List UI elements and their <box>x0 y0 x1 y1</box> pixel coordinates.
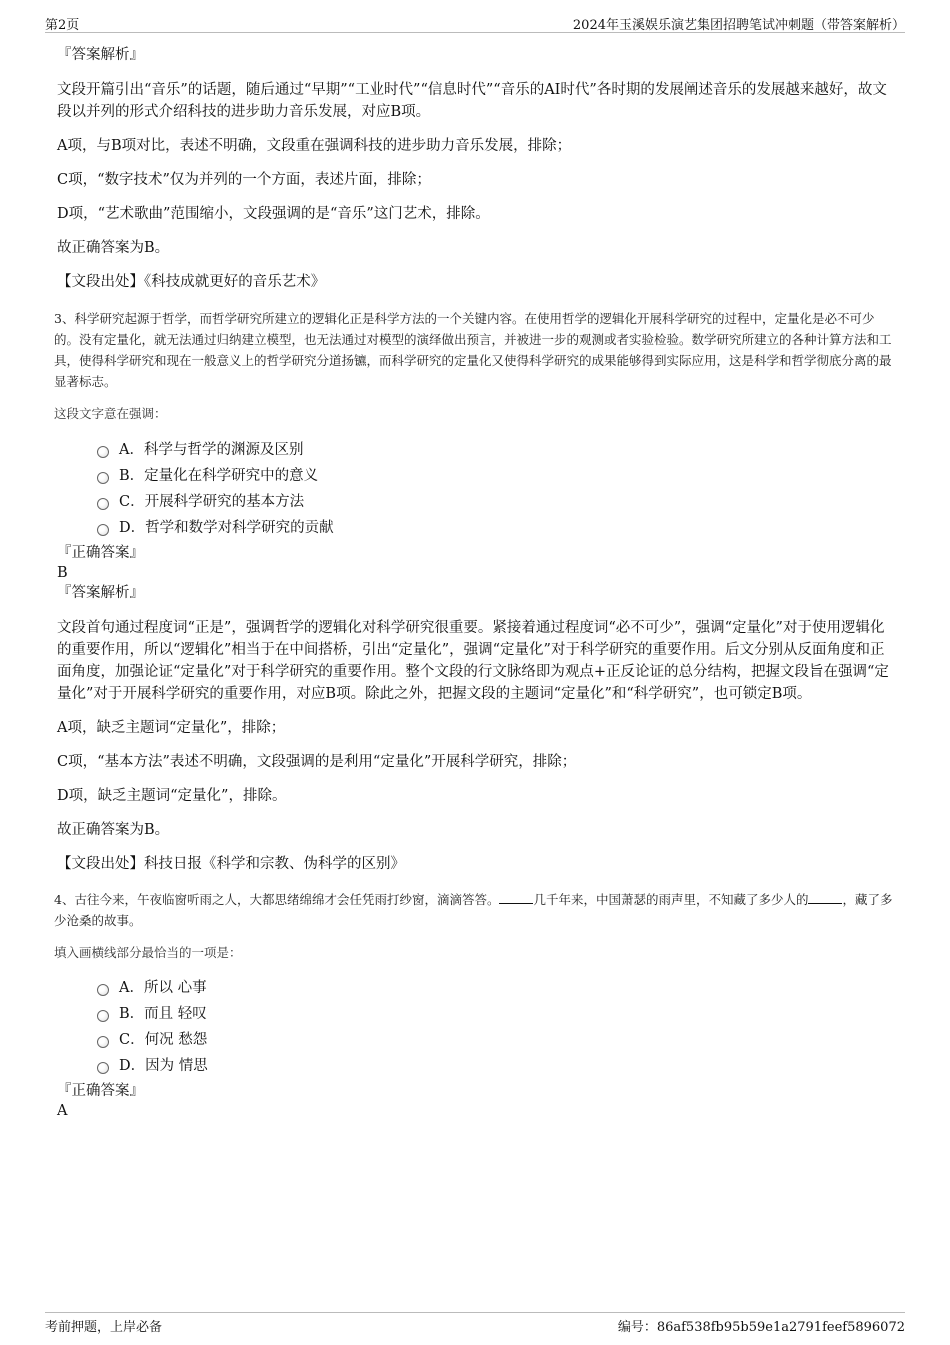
q2-analysis-c: C项，“数字技术”仅为并列的一个方面，表述片面，排除； <box>57 172 431 188</box>
q4-option-a[interactable] <box>97 975 895 1001</box>
radio-icon[interactable] <box>97 1062 109 1074</box>
q3-analysis-label: 『答案解析』 <box>57 584 144 601</box>
q3-answer: B <box>57 564 68 581</box>
option-label: B．而且 轻叹 <box>119 1006 207 1022</box>
radio-icon[interactable] <box>97 498 109 510</box>
q3-analysis-c: C项，“基本方法”表述不明确，文段强调的是利用“定量化”开展科学研究，排除； <box>57 753 577 770</box>
q4-option-c[interactable] <box>97 1027 895 1053</box>
document-id: 编号：86af538fb95b59e1a2791feef5896072 <box>617 1320 905 1335</box>
option-label: A．所以 心事 <box>119 980 207 996</box>
q2-analysis-label: 『答案解析』 <box>57 47 144 63</box>
q4-option-b[interactable] <box>97 1001 895 1027</box>
radio-icon[interactable] <box>97 984 109 996</box>
option-label: C．何况 愁怨 <box>119 1032 208 1048</box>
radio-icon[interactable] <box>97 1036 109 1048</box>
q3-prompt: 这段文字意在强调： <box>54 406 167 421</box>
q3-conclusion: 故正确答案为B。 <box>57 821 170 838</box>
radio-icon[interactable] <box>97 1010 109 1022</box>
page-content <box>54 45 895 1121</box>
q4-stem-part3: ，藏了多少沧桑的故事。 <box>54 891 893 928</box>
option-label: A．科学与哲学的渊源及区别 <box>119 441 304 458</box>
q3-option-c[interactable] <box>97 489 895 515</box>
q4-option-d[interactable] <box>97 1053 895 1079</box>
q4-options <box>57 975 895 1079</box>
q2-source: 【文段出处】《科技成就更好的音乐艺术》 <box>57 274 326 290</box>
q3-options <box>57 437 895 541</box>
q3-answer-label: 『正确答案』 <box>57 544 144 561</box>
q4-prompt: 填入画横线部分最恰当的一项是： <box>54 944 242 960</box>
page-header <box>45 12 905 33</box>
q3-analysis-paragraph: 文段首句通过程度词“正是”，强调哲学的逻辑化对科学研究很重要。紧接着通过程度词“必不可少”，强调“定量化”对于使用逻辑化的重要作用，所以“逻辑化”相当于在中间搭桥，引出“定量化”，强调“定量化”对于科学研究的重要作用。后文分别从反面角度和正面角度，加强论证“定量化”对于科学研究的重要作用。整个文段的行文脉络即为观点+正反论证的总分结构，把握文段旨在强调“定量化”对于开展科学研究的重要作用，对应B项。除此之外，把握文段的主题词“定量化”和“科学研究”，也可锁定B项。 <box>57 619 889 702</box>
footer-slogan: 考前押题，上岸必备 <box>45 1320 163 1335</box>
page-footer <box>45 1312 905 1335</box>
q4-stem-part1: 4、古往今来，午夜临窗听雨之人，大都思绪绵绵才会任凭雨打纱窗，滴滴答答。 <box>54 891 500 907</box>
document-title: 2024年玉溪娱乐演艺集团招聘笔试冲刺题（带答案解析） <box>572 18 905 33</box>
q2-analysis-d: D项，“艺术歌曲”范围缩小，文段强调的是“音乐”这门艺术，排除。 <box>57 206 490 222</box>
q3-analysis-a: A项，缺乏主题词“定量化”，排除； <box>57 719 286 736</box>
q3-analysis-d: D项，缺乏主题词“定量化”，排除。 <box>57 787 287 804</box>
q3-option-d[interactable] <box>97 515 895 541</box>
page-number: 第2页 <box>45 18 80 33</box>
option-label: C．开展科学研究的基本方法 <box>119 493 305 510</box>
q3-stem: 3、科学研究起源于哲学，而哲学研究所建立的逻辑化正是科学方法的一个关键内容。在使用哲学的逻辑化开展科学研究的过程中，定量化是必不可少的。没有定量化，就无法通过归纳建立模型，也无法通过对模型的演绎做出预言，并被进一步的观测或者实验检验。数学研究所建立的各种计算方法和工具，使得科学研究和现在一般意义上的哲学研究分道扬镳，而科学研究的定量化又使得科学研究的成果能够得到实际应用，这是科学和哲学彻底分离的最显著标志。 <box>54 311 892 389</box>
q3-source: 【文段出处】科技日报《科学和宗教、伪科学的区别》 <box>57 855 405 872</box>
q4-stem-part2: 几千年来，中国萧瑟的雨声里，不知藏了多少人的 <box>533 891 809 907</box>
q2-analysis-paragraph: 文段开篇引出“音乐”的话题，随后通过“早期”“工业时代”“信息时代”“音乐的AI时代”各时期的发展阐述音乐的发展越来越好，故文段以并列的形式介绍科技的进步助力音乐发展，对应B项。 <box>57 82 887 120</box>
q2-conclusion: 故正确答案为B。 <box>57 240 170 256</box>
option-label: D．哲学和数学对科学研究的贡献 <box>119 519 334 536</box>
q2-analysis-a: A项，与B项对比，表述不明确，文段重在强调科技的进步助力音乐发展，排除； <box>57 138 572 154</box>
q4-answer-label: 『正确答案』 <box>57 1083 144 1099</box>
q4-blank-2 <box>808 891 842 904</box>
q4-blank-1 <box>499 891 533 904</box>
option-label: B．定量化在科学研究中的意义 <box>119 467 319 484</box>
radio-icon[interactable] <box>97 472 109 484</box>
option-label: D．因为 情思 <box>119 1058 208 1074</box>
q4-stem <box>54 889 895 931</box>
q3-option-a[interactable] <box>97 437 895 463</box>
q3-option-b[interactable] <box>97 463 895 489</box>
radio-icon[interactable] <box>97 524 109 536</box>
q4-answer: A <box>57 1103 68 1119</box>
radio-icon[interactable] <box>97 446 109 458</box>
